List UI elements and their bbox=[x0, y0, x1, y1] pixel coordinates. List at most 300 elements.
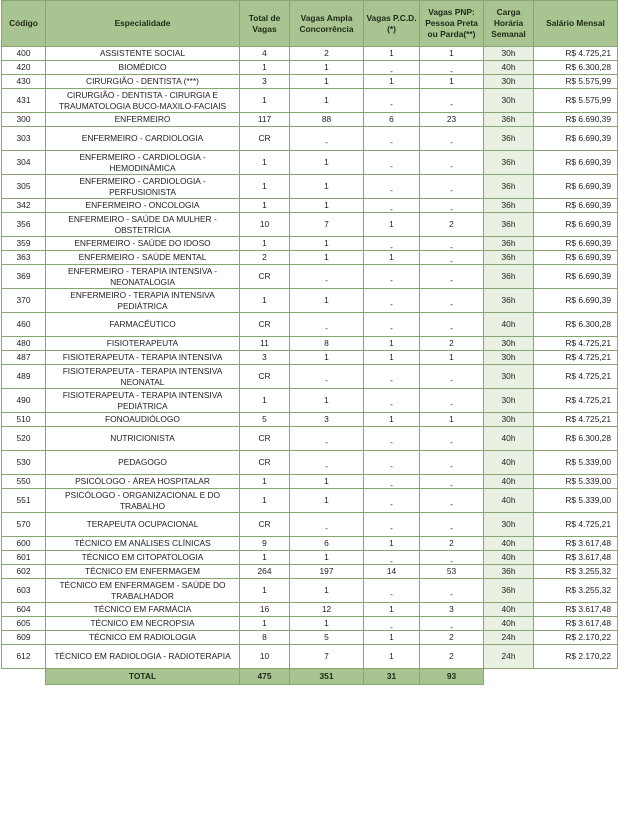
table-row bbox=[2, 89, 618, 113]
cell-pnp bbox=[420, 151, 484, 175]
table-row bbox=[2, 475, 618, 489]
cell-pcd: 1 bbox=[364, 413, 420, 427]
cell-carga: 36h bbox=[484, 213, 534, 237]
total-blank-cell bbox=[2, 669, 46, 685]
cell-especialidade: TERAPEUTA OCUPACIONAL bbox=[46, 513, 240, 537]
table-row bbox=[2, 565, 618, 579]
cell-total: 16 bbox=[240, 603, 290, 617]
cell-total: 1 bbox=[240, 475, 290, 489]
cell-total: 1 bbox=[240, 237, 290, 251]
cell-codigo: 601 bbox=[2, 551, 46, 565]
cell-pnp: 3 bbox=[420, 603, 484, 617]
cell-codigo: 600 bbox=[2, 537, 46, 551]
cell-especialidade: ENFERMEIRO - ONCOLOGIA bbox=[46, 199, 240, 213]
cell-especialidade: PEDAGOGO bbox=[46, 451, 240, 475]
cell-especialidade: ENFERMEIRO - CARDIOLOGIA - HEMODINÂMICA bbox=[46, 151, 240, 175]
dash-mark: - bbox=[325, 523, 328, 534]
table-body bbox=[2, 47, 618, 669]
cell-ampla: 1 bbox=[290, 551, 364, 565]
total-pnp: 93 bbox=[420, 669, 484, 685]
cell-carga: 36h bbox=[484, 113, 534, 127]
cell-carga: 36h bbox=[484, 237, 534, 251]
cell-carga: 36h bbox=[484, 127, 534, 151]
cell-total: CR bbox=[240, 513, 290, 537]
cell-pnp: 2 bbox=[420, 537, 484, 551]
cell-total: CR bbox=[240, 265, 290, 289]
cell-pcd bbox=[364, 513, 420, 537]
cell-salario: R$ 6.690,39 bbox=[534, 237, 618, 251]
cell-especialidade: TÉCNICO EM ENFERMAGEM - SAÚDE DO TRABALHADOR bbox=[46, 579, 240, 603]
cell-especialidade: NUTRICIONISTA bbox=[46, 427, 240, 451]
table-row bbox=[2, 237, 618, 251]
cell-carga: 30h bbox=[484, 513, 534, 537]
vagas-table bbox=[1, 0, 618, 685]
cell-carga: 40h bbox=[484, 475, 534, 489]
cell-pcd: 1 bbox=[364, 337, 420, 351]
total-pcd: 31 bbox=[364, 669, 420, 685]
dash-mark: - bbox=[450, 66, 453, 75]
total-blank-cell bbox=[534, 669, 618, 685]
dash-mark: - bbox=[390, 375, 393, 386]
table-row bbox=[2, 199, 618, 213]
cell-carga: 40h bbox=[484, 313, 534, 337]
cell-pnp bbox=[420, 289, 484, 313]
cell-salario: R$ 6.690,39 bbox=[534, 265, 618, 289]
cell-pnp bbox=[420, 579, 484, 603]
table-row bbox=[2, 413, 618, 427]
cell-salario: R$ 3.617,48 bbox=[534, 617, 618, 631]
table-row bbox=[2, 579, 618, 603]
cell-salario: R$ 5.575,99 bbox=[534, 75, 618, 89]
cell-salario: R$ 5.575,99 bbox=[534, 89, 618, 113]
cell-carga: 40h bbox=[484, 603, 534, 617]
dash-mark: - bbox=[390, 275, 393, 286]
cell-codigo: 304 bbox=[2, 151, 46, 175]
cell-codigo: 551 bbox=[2, 489, 46, 513]
cell-ampla bbox=[290, 427, 364, 451]
cell-salario: R$ 5.339,00 bbox=[534, 475, 618, 489]
table-row bbox=[2, 113, 618, 127]
cell-ampla: 1 bbox=[290, 351, 364, 365]
cell-total: 1 bbox=[240, 389, 290, 413]
table-row bbox=[2, 551, 618, 565]
cell-salario: R$ 6.300,28 bbox=[534, 313, 618, 337]
table-row bbox=[2, 151, 618, 175]
header-especialidade: Especialidade bbox=[46, 1, 240, 47]
dash-mark: - bbox=[450, 461, 453, 472]
cell-carga: 36h bbox=[484, 175, 534, 199]
cell-pcd: 1 bbox=[364, 351, 420, 365]
table-row bbox=[2, 47, 618, 61]
cell-pnp: 53 bbox=[420, 565, 484, 579]
cell-codigo: 342 bbox=[2, 199, 46, 213]
cell-pnp bbox=[420, 389, 484, 413]
cell-codigo: 303 bbox=[2, 127, 46, 151]
cell-pcd bbox=[364, 365, 420, 389]
cell-pcd bbox=[364, 579, 420, 603]
cell-pcd bbox=[364, 151, 420, 175]
cell-salario: R$ 6.690,39 bbox=[534, 113, 618, 127]
dash-mark: - bbox=[390, 99, 393, 110]
table-row bbox=[2, 75, 618, 89]
table-row bbox=[2, 645, 618, 669]
cell-especialidade: TÉCNICO EM RADIOLOGIA bbox=[46, 631, 240, 645]
cell-codigo: 359 bbox=[2, 237, 46, 251]
cell-salario: R$ 6.690,39 bbox=[534, 213, 618, 237]
cell-ampla: 1 bbox=[290, 175, 364, 199]
dash-mark: - bbox=[390, 323, 393, 334]
cell-especialidade: FONOAUDIÓLOGO bbox=[46, 413, 240, 427]
cell-ampla: 1 bbox=[290, 89, 364, 113]
cell-ampla: 7 bbox=[290, 645, 364, 669]
table-row bbox=[2, 313, 618, 337]
cell-codigo: 612 bbox=[2, 645, 46, 669]
dash-mark: - bbox=[450, 204, 453, 213]
table-row bbox=[2, 631, 618, 645]
cell-codigo: 363 bbox=[2, 251, 46, 265]
dash-mark: - bbox=[390, 204, 393, 213]
cell-carga: 40h bbox=[484, 427, 534, 451]
table-row bbox=[2, 365, 618, 389]
cell-total: 3 bbox=[240, 75, 290, 89]
cell-pcd: 1 bbox=[364, 603, 420, 617]
cell-codigo: 550 bbox=[2, 475, 46, 489]
cell-salario: R$ 3.255,32 bbox=[534, 565, 618, 579]
cell-pnp bbox=[420, 251, 484, 265]
dash-mark: - bbox=[450, 323, 453, 334]
cell-ampla: 6 bbox=[290, 537, 364, 551]
cell-pcd bbox=[364, 237, 420, 251]
cell-carga: 40h bbox=[484, 489, 534, 513]
cell-pcd bbox=[364, 175, 420, 199]
cell-carga: 30h bbox=[484, 413, 534, 427]
dash-mark: - bbox=[325, 461, 328, 472]
cell-pnp bbox=[420, 489, 484, 513]
table-row bbox=[2, 513, 618, 537]
cell-ampla: 1 bbox=[290, 237, 364, 251]
cell-especialidade: FARMACÊUTICO bbox=[46, 313, 240, 337]
cell-total: 10 bbox=[240, 645, 290, 669]
cell-salario: R$ 2.170,22 bbox=[534, 631, 618, 645]
cell-total: 2 bbox=[240, 251, 290, 265]
cell-especialidade: ENFERMEIRO - CARDIOLOGIA bbox=[46, 127, 240, 151]
cell-pcd: 14 bbox=[364, 565, 420, 579]
cell-ampla bbox=[290, 127, 364, 151]
cell-pnp: 2 bbox=[420, 645, 484, 669]
cell-especialidade: TÉCNICO EM ENFERMAGEM bbox=[46, 565, 240, 579]
dash-mark: - bbox=[390, 242, 393, 251]
cell-carga: 30h bbox=[484, 389, 534, 413]
cell-carga: 30h bbox=[484, 351, 534, 365]
cell-salario: R$ 4.725,21 bbox=[534, 413, 618, 427]
cell-pnp bbox=[420, 617, 484, 631]
cell-ampla: 3 bbox=[290, 413, 364, 427]
cell-ampla: 7 bbox=[290, 213, 364, 237]
cell-codigo: 487 bbox=[2, 351, 46, 365]
cell-especialidade: ENFERMEIRO - SAÚDE DA MULHER - OBSTETRÍCIA bbox=[46, 213, 240, 237]
table-row bbox=[2, 127, 618, 151]
cell-carga: 30h bbox=[484, 365, 534, 389]
cell-especialidade: FISIOTERAPEUTA - TERAPIA INTENSIVA NEONATAL bbox=[46, 365, 240, 389]
cell-codigo: 369 bbox=[2, 265, 46, 289]
dash-mark: - bbox=[450, 161, 453, 172]
cell-pcd bbox=[364, 475, 420, 489]
cell-especialidade: ENFERMEIRO - TERAPIA INTENSIVA - NEONATALOGIA bbox=[46, 265, 240, 289]
table-row bbox=[2, 175, 618, 199]
cell-codigo: 356 bbox=[2, 213, 46, 237]
cell-codigo: 420 bbox=[2, 61, 46, 75]
cell-carga: 24h bbox=[484, 645, 534, 669]
cell-pnp bbox=[420, 175, 484, 199]
cell-ampla: 1 bbox=[290, 251, 364, 265]
dash-mark: - bbox=[450, 556, 453, 565]
dash-mark: - bbox=[390, 185, 393, 196]
header-carga: Carga Horária Semanal bbox=[484, 1, 534, 47]
cell-pnp: 2 bbox=[420, 631, 484, 645]
cell-especialidade: PSICÓLOGO - ORGANIZACIONAL E DO TRABALHO bbox=[46, 489, 240, 513]
cell-pnp bbox=[420, 89, 484, 113]
cell-total: 1 bbox=[240, 579, 290, 603]
cell-carga: 30h bbox=[484, 47, 534, 61]
total-row bbox=[2, 669, 618, 685]
cell-especialidade: FISIOTERAPEUTA - TERAPIA INTENSIVA PEDIÁTRICA bbox=[46, 389, 240, 413]
cell-codigo: 570 bbox=[2, 513, 46, 537]
cell-total: 1 bbox=[240, 617, 290, 631]
cell-total: 9 bbox=[240, 537, 290, 551]
table-row bbox=[2, 289, 618, 313]
cell-ampla bbox=[290, 451, 364, 475]
cell-especialidade: ENFERMEIRO - SAÚDE MENTAL bbox=[46, 251, 240, 265]
cell-salario: R$ 6.690,39 bbox=[534, 199, 618, 213]
cell-ampla bbox=[290, 265, 364, 289]
cell-ampla: 8 bbox=[290, 337, 364, 351]
cell-pcd: 1 bbox=[364, 537, 420, 551]
cell-carga: 30h bbox=[484, 75, 534, 89]
cell-salario: R$ 6.690,39 bbox=[534, 127, 618, 151]
cell-total: 264 bbox=[240, 565, 290, 579]
cell-pcd bbox=[364, 265, 420, 289]
cell-pcd bbox=[364, 289, 420, 313]
dash-mark: - bbox=[325, 137, 328, 148]
cell-pnp bbox=[420, 237, 484, 251]
cell-total: 1 bbox=[240, 175, 290, 199]
dash-mark: - bbox=[390, 589, 393, 600]
total-ampla: 351 bbox=[290, 669, 364, 685]
cell-total: CR bbox=[240, 127, 290, 151]
cell-salario: R$ 5.339,00 bbox=[534, 489, 618, 513]
dash-mark: - bbox=[450, 242, 453, 251]
cell-pcd bbox=[364, 451, 420, 475]
total-blank-cell bbox=[484, 669, 534, 685]
cell-total: CR bbox=[240, 451, 290, 475]
dash-mark: - bbox=[450, 499, 453, 510]
cell-total: CR bbox=[240, 427, 290, 451]
cell-codigo: 605 bbox=[2, 617, 46, 631]
cell-pcd bbox=[364, 489, 420, 513]
cell-ampla: 1 bbox=[290, 75, 364, 89]
cell-pnp bbox=[420, 313, 484, 337]
table-row bbox=[2, 213, 618, 237]
total-label: TOTAL bbox=[46, 669, 240, 685]
cell-total: 1 bbox=[240, 89, 290, 113]
cell-pnp bbox=[420, 427, 484, 451]
cell-especialidade: FISIOTERAPEUTA bbox=[46, 337, 240, 351]
table-row bbox=[2, 337, 618, 351]
cell-pcd bbox=[364, 551, 420, 565]
cell-ampla: 5 bbox=[290, 631, 364, 645]
cell-pnp bbox=[420, 451, 484, 475]
cell-especialidade: BIOMÉDICO bbox=[46, 61, 240, 75]
cell-codigo: 490 bbox=[2, 389, 46, 413]
cell-salario: R$ 6.690,39 bbox=[534, 151, 618, 175]
dash-mark: - bbox=[390, 161, 393, 172]
cell-salario: R$ 3.617,48 bbox=[534, 537, 618, 551]
cell-codigo: 530 bbox=[2, 451, 46, 475]
dash-mark: - bbox=[390, 461, 393, 472]
cell-ampla: 1 bbox=[290, 61, 364, 75]
table-row bbox=[2, 351, 618, 365]
header-total: Total de Vagas bbox=[240, 1, 290, 47]
cell-pcd: 1 bbox=[364, 645, 420, 669]
dash-mark: - bbox=[450, 399, 453, 410]
dash-mark: - bbox=[450, 523, 453, 534]
cell-ampla bbox=[290, 313, 364, 337]
table-row bbox=[2, 427, 618, 451]
cell-pnp: 2 bbox=[420, 337, 484, 351]
cell-total: 10 bbox=[240, 213, 290, 237]
cell-especialidade: FISIOTERAPEUTA - TERAPIA INTENSIVA bbox=[46, 351, 240, 365]
cell-codigo: 431 bbox=[2, 89, 46, 113]
cell-carga: 36h bbox=[484, 289, 534, 313]
cell-salario: R$ 4.725,21 bbox=[534, 337, 618, 351]
cell-salario: R$ 6.690,39 bbox=[534, 175, 618, 199]
cell-carga: 30h bbox=[484, 89, 534, 113]
dash-mark: - bbox=[390, 499, 393, 510]
cell-ampla: 12 bbox=[290, 603, 364, 617]
cell-especialidade: ENFERMEIRO - CARDIOLOGIA - PERFUSIONISTA bbox=[46, 175, 240, 199]
table-row bbox=[2, 537, 618, 551]
dash-mark: - bbox=[325, 375, 328, 386]
cell-ampla: 1 bbox=[290, 489, 364, 513]
cell-total: 4 bbox=[240, 47, 290, 61]
dash-mark: - bbox=[390, 523, 393, 534]
header-codigo: Código bbox=[2, 1, 46, 47]
cell-pnp: 1 bbox=[420, 47, 484, 61]
header-pcd: Vagas P.C.D. (*) bbox=[364, 1, 420, 47]
dash-mark: - bbox=[390, 480, 393, 489]
cell-total: 1 bbox=[240, 289, 290, 313]
dash-mark: - bbox=[450, 589, 453, 600]
cell-ampla: 1 bbox=[290, 199, 364, 213]
table-row bbox=[2, 265, 618, 289]
cell-total: 11 bbox=[240, 337, 290, 351]
cell-pcd bbox=[364, 313, 420, 337]
header-salario: Salário Mensal bbox=[534, 1, 618, 47]
cell-pcd bbox=[364, 427, 420, 451]
dash-mark: - bbox=[450, 137, 453, 148]
cell-codigo: 460 bbox=[2, 313, 46, 337]
cell-codigo: 305 bbox=[2, 175, 46, 199]
cell-salario: R$ 6.300,28 bbox=[534, 427, 618, 451]
cell-pnp: 1 bbox=[420, 413, 484, 427]
header-pnp: Vagas PNP: Pessoa Preta ou Parda(**) bbox=[420, 1, 484, 47]
cell-codigo: 510 bbox=[2, 413, 46, 427]
cell-ampla: 197 bbox=[290, 565, 364, 579]
cell-pcd bbox=[364, 389, 420, 413]
cell-carga: 36h bbox=[484, 265, 534, 289]
cell-carga: 36h bbox=[484, 251, 534, 265]
cell-salario: R$ 4.725,21 bbox=[534, 365, 618, 389]
cell-pcd bbox=[364, 127, 420, 151]
cell-carga: 36h bbox=[484, 151, 534, 175]
dash-mark: - bbox=[450, 622, 453, 631]
dash-mark: - bbox=[325, 275, 328, 286]
cell-carga: 36h bbox=[484, 579, 534, 603]
cell-salario: R$ 6.690,39 bbox=[534, 251, 618, 265]
cell-codigo: 400 bbox=[2, 47, 46, 61]
cell-total: 1 bbox=[240, 61, 290, 75]
cell-pcd: 1 bbox=[364, 251, 420, 265]
cell-pnp bbox=[420, 513, 484, 537]
dash-mark: - bbox=[450, 437, 453, 448]
cell-salario: R$ 3.617,48 bbox=[534, 603, 618, 617]
cell-pcd bbox=[364, 199, 420, 213]
cell-especialidade: TÉCNICO EM RADIOLOGIA - RADIOTERAPIA bbox=[46, 645, 240, 669]
cell-pnp: 1 bbox=[420, 351, 484, 365]
cell-total: 8 bbox=[240, 631, 290, 645]
cell-codigo: 300 bbox=[2, 113, 46, 127]
dash-mark: - bbox=[450, 375, 453, 386]
cell-total: 5 bbox=[240, 413, 290, 427]
dash-mark: - bbox=[390, 66, 393, 75]
cell-carga: 40h bbox=[484, 537, 534, 551]
dash-mark: - bbox=[325, 323, 328, 334]
cell-total: 3 bbox=[240, 351, 290, 365]
table-row bbox=[2, 489, 618, 513]
cell-pcd: 1 bbox=[364, 47, 420, 61]
cell-carga: 40h bbox=[484, 617, 534, 631]
cell-salario: R$ 6.300,28 bbox=[534, 61, 618, 75]
cell-codigo: 370 bbox=[2, 289, 46, 313]
cell-especialidade: PSICÓLOGO - ÁREA HOSPITALAR bbox=[46, 475, 240, 489]
cell-codigo: 480 bbox=[2, 337, 46, 351]
cell-codigo: 430 bbox=[2, 75, 46, 89]
cell-salario: R$ 5.339,00 bbox=[534, 451, 618, 475]
cell-total: 1 bbox=[240, 489, 290, 513]
cell-ampla: 1 bbox=[290, 389, 364, 413]
cell-pcd: 1 bbox=[364, 75, 420, 89]
dash-mark: - bbox=[450, 480, 453, 489]
cell-especialidade: ENFERMEIRO - SAÚDE DO IDOSO bbox=[46, 237, 240, 251]
cell-ampla: 1 bbox=[290, 289, 364, 313]
cell-ampla bbox=[290, 365, 364, 389]
cell-total: 1 bbox=[240, 199, 290, 213]
cell-pnp: 2 bbox=[420, 213, 484, 237]
cell-total: 117 bbox=[240, 113, 290, 127]
cell-ampla: 1 bbox=[290, 475, 364, 489]
cell-carga: 40h bbox=[484, 551, 534, 565]
cell-salario: R$ 3.617,48 bbox=[534, 551, 618, 565]
cell-pcd bbox=[364, 617, 420, 631]
cell-ampla bbox=[290, 513, 364, 537]
cell-salario: R$ 4.725,21 bbox=[534, 513, 618, 537]
table-row bbox=[2, 251, 618, 265]
cell-salario: R$ 3.255,32 bbox=[534, 579, 618, 603]
cell-pnp: 1 bbox=[420, 75, 484, 89]
cell-ampla: 1 bbox=[290, 617, 364, 631]
cell-pnp bbox=[420, 475, 484, 489]
cell-ampla: 1 bbox=[290, 579, 364, 603]
